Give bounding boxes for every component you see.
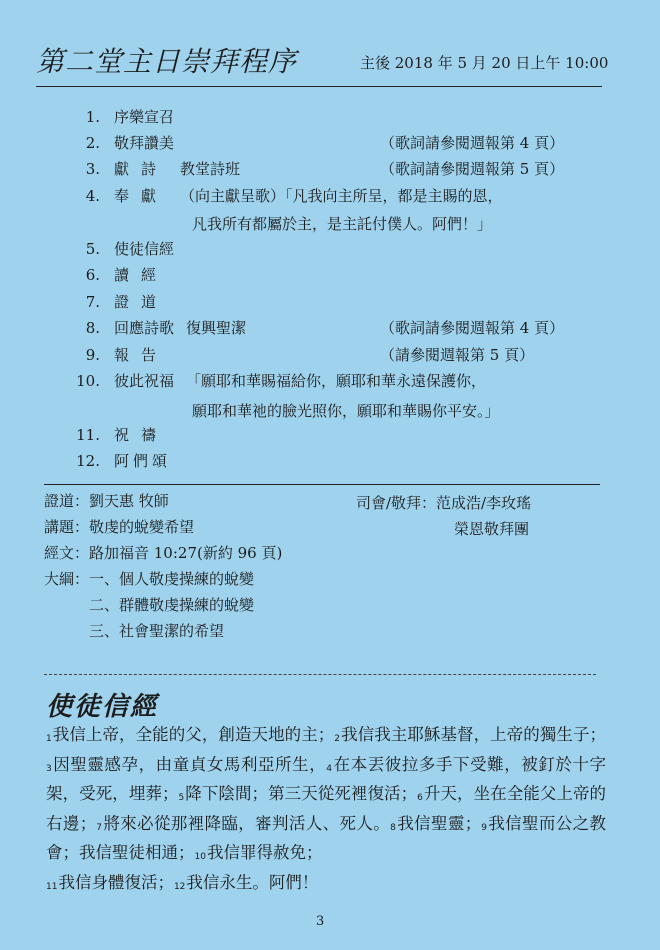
creed-line: 我信罪得赦免； [206, 843, 323, 862]
order-item-name: 阿們頌 [114, 452, 172, 470]
creed-line: 因聖靈感孕，由童貞女馬利亞所生， [52, 754, 327, 774]
order-item [60, 344, 535, 368]
order-item-number: 2. [85, 134, 100, 152]
creed-verse-number: 1 [46, 734, 52, 744]
creed-text [46, 722, 606, 899]
creed-verse-number: 4 [326, 763, 333, 774]
sermon-topic: 講題：敬虔的蛻變希望 [44, 518, 195, 536]
offering-song-line-2: 凡我所有都屬於主，是主託付僕人。阿們！」 [192, 215, 493, 233]
order-divider [44, 484, 600, 485]
order-item-number: 4. [85, 187, 100, 205]
order-item-name: 奉獻 [114, 187, 169, 205]
order-item-number: 1. [85, 108, 100, 126]
outline-point-3: 三、社會聖潔的希望 [89, 622, 225, 640]
page-number: 3 [316, 914, 325, 929]
creed-verse-number: 12 [173, 881, 186, 892]
order-item-detail: （向主獻呈歌）「凡我向主所呈，都是主賜的恩， [180, 187, 503, 205]
page-title: 第二堂主日崇拜程序 [36, 45, 298, 78]
creed-verse-number: 2 [334, 734, 341, 744]
creed-line: 我信我主耶穌基督，上帝的獨生子； [341, 725, 607, 744]
creed-line: 將來必從那裡降臨，審判活人、死人。 [102, 813, 391, 833]
outline-point-2: 二、群體敬虔操練的蛻變 [89, 596, 255, 614]
order-item-number: 7. [85, 293, 100, 311]
host-worship: 司會/敬拜：范成浩/李玫瑤 [356, 494, 532, 512]
order-item-detail: 教堂詩班 [180, 160, 241, 178]
order-item [60, 106, 174, 130]
creed-verse-number: 10 [194, 852, 206, 862]
order-item-number: 11. [76, 426, 100, 444]
section-divider [44, 674, 596, 675]
order-item-note: （歌詞請參閱週報第 4 頁） [380, 134, 565, 152]
preacher: 證道：劉天惠 牧師 [44, 492, 169, 510]
scripture-reference: 經文：路加福音 10:27(新約 96 頁) [44, 544, 283, 562]
order-item-note: （請參閱週報第 5 頁） [380, 346, 535, 364]
order-item [60, 185, 503, 209]
creed-line: 升天，坐在全能父上帝的右邊； [46, 784, 607, 833]
order-item-number: 8. [85, 319, 100, 337]
order-item-number: 12. [76, 452, 100, 470]
creed-line: 我信聖靈； [396, 813, 482, 833]
order-item-detail: 「願耶和華賜福給你，願耶和華永遠保護你， [186, 372, 487, 390]
creed-line: 我信身體復活； [58, 872, 174, 892]
order-item-name: 讀經 [114, 266, 169, 284]
outline-label: 大綱： [44, 570, 90, 588]
creed-line: 降下陰間；第三天從死裡復活； [185, 784, 418, 803]
service-datetime: 主後 2018 年 5 月 20 日上午 10:00 [360, 54, 609, 72]
order-item-name: 報告 [114, 346, 169, 364]
order-item [60, 238, 174, 262]
worship-team: 榮恩敬拜團 [454, 520, 530, 538]
creed-verse-number: 11 [46, 881, 58, 892]
order-item-note: （歌詞請參閱週報第 4 頁） [380, 319, 565, 337]
order-item [60, 132, 565, 156]
order-item-number: 5. [85, 240, 100, 258]
order-item-name: 證道 [114, 293, 169, 311]
order-item-number: 3. [85, 160, 100, 178]
order-item-name: 獻詩 [114, 160, 169, 178]
order-item [60, 450, 171, 474]
creed-line: 我信上帝，全能的父，創造天地的主； [52, 725, 335, 744]
creed-line: 在本丟彼拉多手下受難，被釘於十字架，受死，埋葬； [46, 754, 607, 803]
order-item-name: 序樂宣召 [114, 108, 175, 126]
order-item [60, 424, 168, 448]
creed-line: 我信聖而公之教會；我信聖徒相通； [46, 813, 607, 862]
order-item-detail: 復興聖潔 [186, 319, 247, 337]
creed-verse-number: 5 [178, 793, 185, 803]
order-item-number: 9. [85, 346, 100, 364]
creed-verse-number: 3 [46, 763, 52, 774]
order-item-name: 回應詩歌 [114, 319, 175, 337]
order-item [60, 158, 565, 182]
creed-verse-number: 8 [390, 822, 396, 833]
outline-point-1: 一、個人敬虔操練的蛻變 [89, 570, 255, 588]
creed-verse-number: 9 [481, 822, 487, 833]
order-item [60, 317, 565, 341]
order-item-number: 10. [76, 372, 100, 390]
creed-line: 我信永生。阿們！ [186, 872, 319, 892]
order-item [60, 264, 168, 288]
header-divider [36, 86, 602, 87]
order-item [60, 291, 168, 315]
blessing-line-2: 願耶和華祂的臉光照你，願耶和華賜你平安。」 [192, 402, 500, 420]
order-item-number: 6. [85, 266, 100, 284]
creed-verse-number: 7 [96, 822, 102, 833]
order-item-name: 敬拜讚美 [114, 134, 175, 152]
order-item-name: 彼此祝福 [114, 372, 175, 390]
order-item [60, 370, 486, 394]
creed-verse-number: 6 [417, 793, 423, 803]
order-item-name: 祝禱 [114, 426, 169, 444]
order-item-name: 使徒信經 [114, 240, 175, 258]
order-item-note: （歌詞請參閱週報第 5 頁） [380, 160, 565, 178]
creed-title: 使徒信經 [46, 692, 159, 722]
